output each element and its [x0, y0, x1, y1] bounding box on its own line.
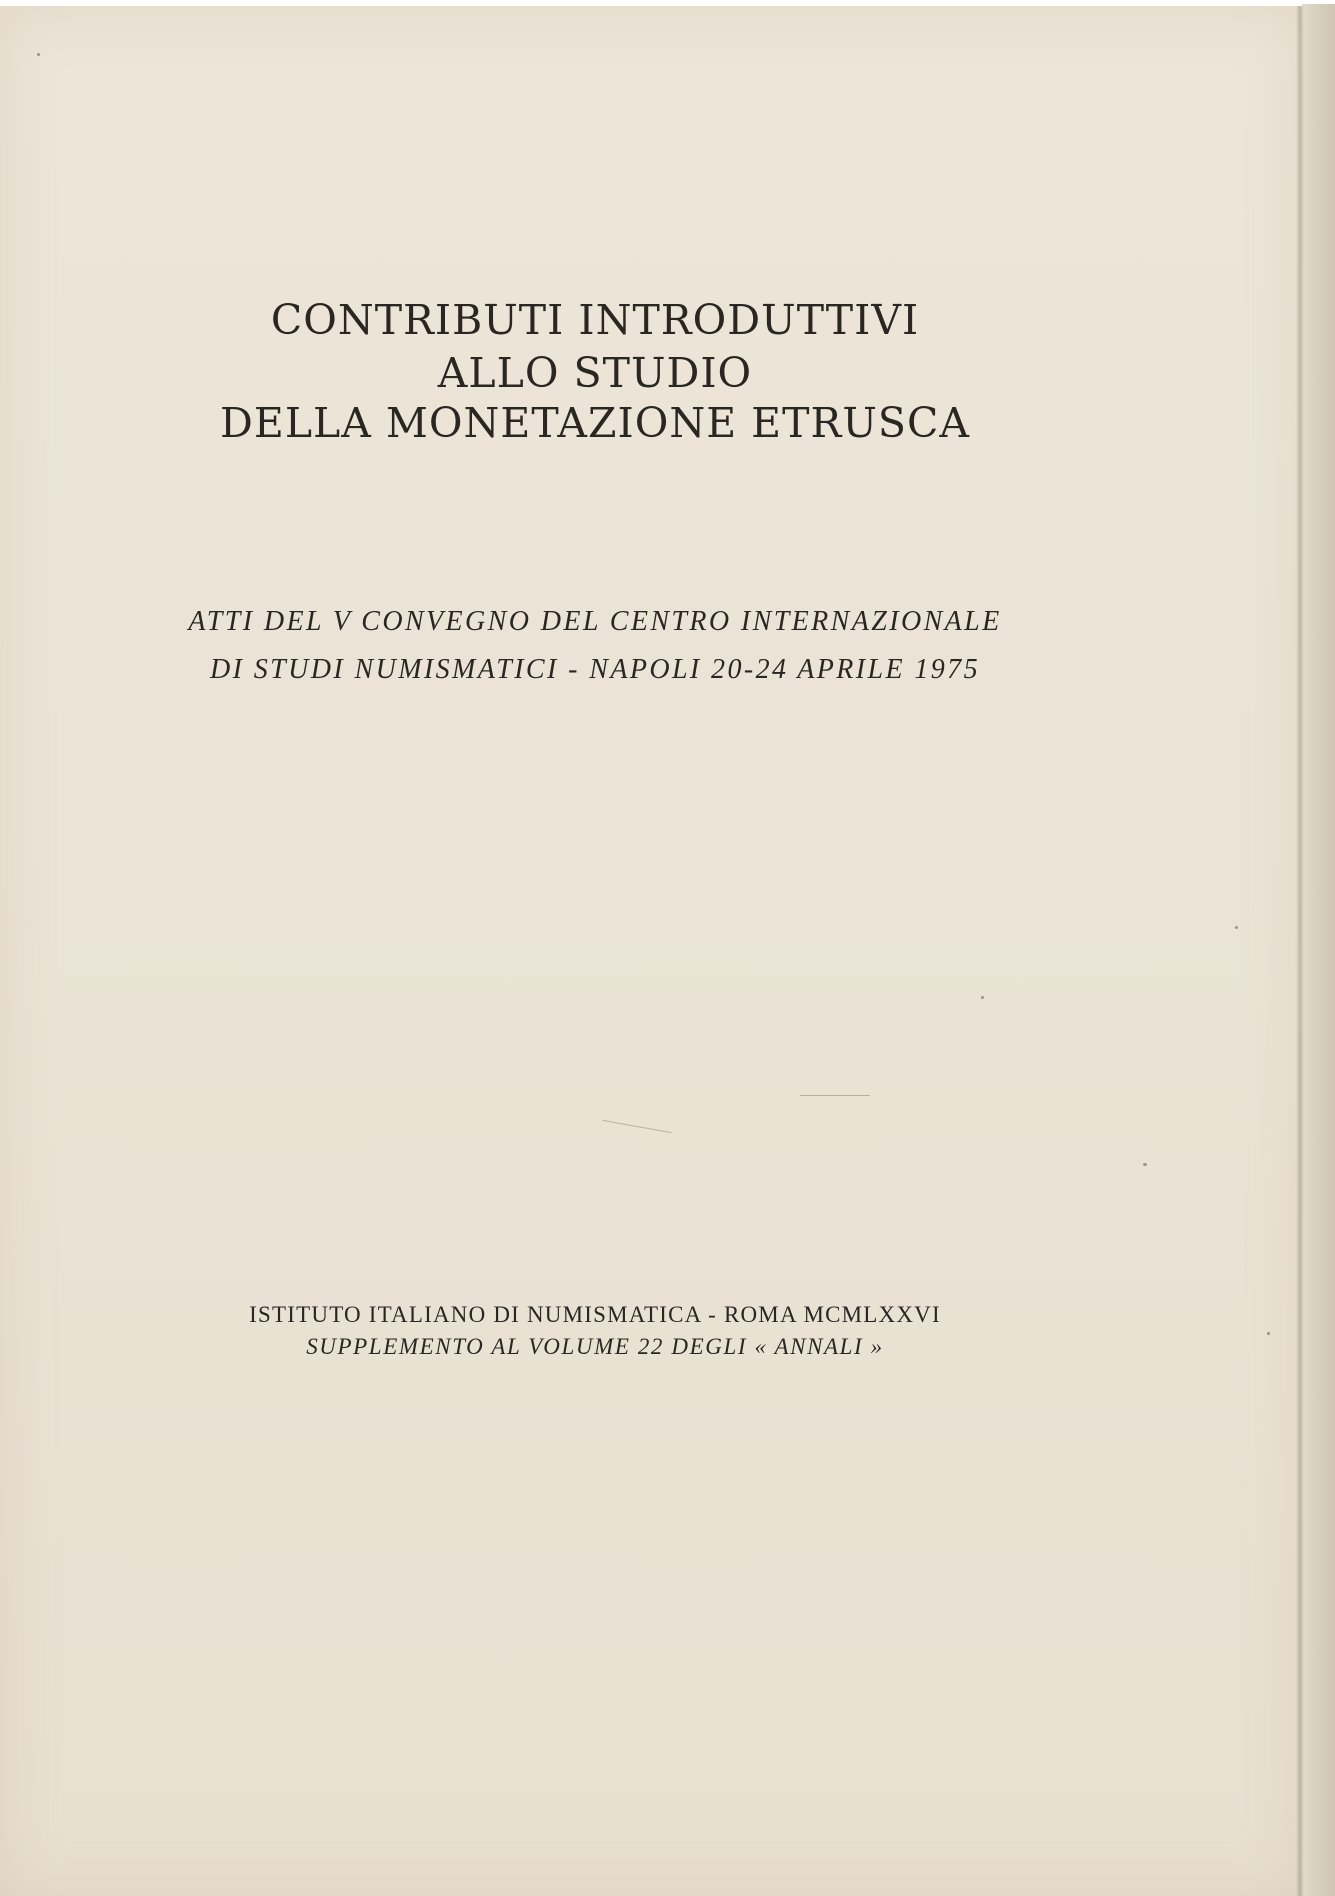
- page-edge-shadow: [1296, 6, 1304, 1896]
- publisher-line: ISTITUTO ITALIANO DI NUMISMATICA - ROMA MCMLXXVI: [249, 1302, 941, 1327]
- paper-speck: [37, 53, 40, 56]
- paper-scratch: [602, 1120, 671, 1133]
- title-line-1: CONTRIBUTI INTRODUTTIVI: [270, 296, 920, 344]
- title-line-2: ALLO STUDIO: [437, 349, 753, 397]
- paper-speck: [1235, 926, 1238, 929]
- title-line-3: DELLA MONETAZIONE ETRUSCA: [220, 399, 970, 447]
- subtitle-line-2: DI STUDI NUMISMATICI - NAPOLI 20-24 APRILE 1975: [210, 654, 980, 685]
- supplement-line: SUPPLEMENTO AL VOLUME 22 DEGLI « ANNALI »: [306, 1334, 884, 1359]
- paper-speck: [981, 996, 984, 999]
- paper-speck: [1143, 1163, 1147, 1166]
- paper-scratch: [800, 1095, 870, 1096]
- book-cover-page: [0, 6, 1302, 1896]
- subtitle-line-1: ATTI DEL V CONVEGNO DEL CENTRO INTERNAZIONALE: [188, 606, 1002, 637]
- page-edge: [1302, 4, 1335, 1896]
- paper-speck: [1267, 1332, 1270, 1335]
